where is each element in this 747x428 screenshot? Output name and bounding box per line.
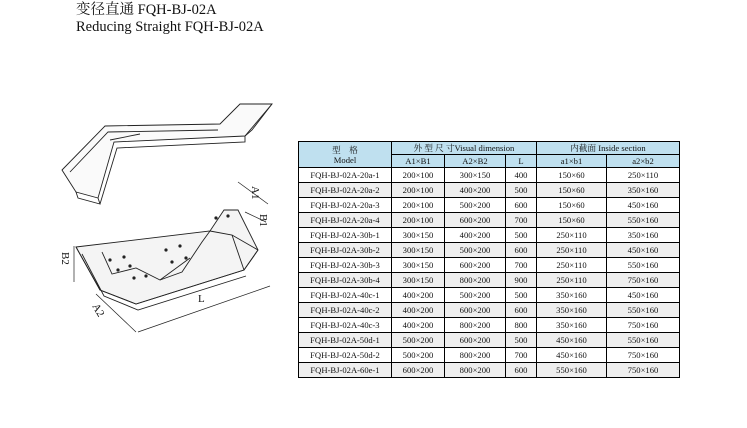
table-cell: 450×160	[607, 198, 680, 213]
table-row	[299, 243, 680, 258]
table-row	[299, 348, 680, 363]
table-cell: 200×100	[392, 183, 445, 198]
table-cell: FQH-BJ-02A-20a-4	[299, 213, 392, 228]
header-inside: 内截面 Inside section	[537, 142, 680, 155]
cover-plate	[62, 104, 272, 204]
table-cell: 500×200	[445, 288, 506, 303]
table-cell: 350×160	[607, 183, 680, 198]
table-cell: 600	[506, 243, 537, 258]
label-b2: B2	[59, 252, 71, 265]
table-cell: 600×200	[445, 213, 506, 228]
header-a1b1-inside: a1×b1	[537, 155, 607, 168]
table-cell: 500	[506, 288, 537, 303]
table-cell: 400×200	[445, 228, 506, 243]
table-row	[299, 213, 680, 228]
table-cell: 150×60	[537, 213, 607, 228]
title-english: Reducing Straight FQH-BJ-02A	[76, 19, 264, 35]
table-cell: 400×200	[392, 303, 445, 318]
table-cell: 250×110	[537, 273, 607, 288]
table-cell: 150×60	[537, 168, 607, 183]
table-cell: 800×200	[445, 318, 506, 333]
table-cell: 300×150	[392, 243, 445, 258]
table-cell: 800×200	[445, 363, 506, 378]
table-cell: 550×160	[607, 303, 680, 318]
header-l: L	[506, 155, 537, 168]
table-cell: FQH-BJ-02A-50d-1	[299, 333, 392, 348]
table-row	[299, 198, 680, 213]
table-cell: FQH-BJ-02A-40c-1	[299, 288, 392, 303]
table-cell: 700	[506, 258, 537, 273]
table-row	[299, 318, 680, 333]
table-cell: FQH-BJ-02A-40c-3	[299, 318, 392, 333]
table-cell: 500	[506, 228, 537, 243]
table-cell: 500×200	[445, 198, 506, 213]
table-cell: FQH-BJ-02A-20a-3	[299, 198, 392, 213]
table-cell: 450×160	[537, 333, 607, 348]
table-cell: 750×160	[607, 363, 680, 378]
table-cell: 700	[506, 213, 537, 228]
table-cell: 300×150	[445, 168, 506, 183]
table-row	[299, 303, 680, 318]
header-model: 型 格 Model	[299, 142, 392, 168]
spec-table	[298, 141, 680, 378]
header-a2b2-inside: a2×b2	[607, 155, 680, 168]
table-cell: 400	[506, 168, 537, 183]
table-cell: 250×110	[537, 258, 607, 273]
table-cell: 750×160	[607, 348, 680, 363]
table-cell: FQH-BJ-02A-60e-1	[299, 363, 392, 378]
table-cell: FQH-BJ-02A-30b-2	[299, 243, 392, 258]
table-row	[299, 273, 680, 288]
table-cell: 900	[506, 273, 537, 288]
table-cell: 600×200	[445, 333, 506, 348]
table-cell: 600	[506, 303, 537, 318]
table-cell: 350×160	[537, 318, 607, 333]
table-cell: 800×200	[445, 348, 506, 363]
table-cell: FQH-BJ-02A-20a-1	[299, 168, 392, 183]
table-cell: 500×200	[392, 333, 445, 348]
table-cell: 600×200	[445, 258, 506, 273]
table-row	[299, 333, 680, 348]
label-a2: A2	[89, 301, 107, 320]
table-row	[299, 258, 680, 273]
table-cell: 600×200	[392, 363, 445, 378]
table-cell: 300×150	[392, 228, 445, 243]
tray-body	[76, 210, 258, 310]
table-cell: 550×160	[607, 213, 680, 228]
table-cell: 200×100	[392, 213, 445, 228]
table-cell: FQH-BJ-02A-30b-1	[299, 228, 392, 243]
table-header-row	[299, 142, 680, 155]
table-cell: 450×160	[607, 243, 680, 258]
label-a1: A1	[249, 186, 261, 200]
table-cell: 550×160	[607, 258, 680, 273]
table-row	[299, 228, 680, 243]
title-chinese: 变径直通 FQH-BJ-02A	[76, 2, 217, 18]
table-cell: 350×160	[537, 303, 607, 318]
table-row	[299, 168, 680, 183]
header-a2b2: A2×B2	[445, 155, 506, 168]
table-cell: 800	[506, 318, 537, 333]
table-cell: FQH-BJ-02A-20a-2	[299, 183, 392, 198]
table-cell: 500×200	[445, 243, 506, 258]
table-cell: 300×150	[392, 258, 445, 273]
table-cell: 750×160	[607, 318, 680, 333]
table-cell: 500	[506, 183, 537, 198]
table-cell: 350×160	[607, 228, 680, 243]
table-row	[299, 363, 680, 378]
page-title	[76, 2, 264, 36]
table-cell: 150×60	[537, 198, 607, 213]
table-cell: 200×100	[392, 198, 445, 213]
table-cell: 500×200	[392, 348, 445, 363]
table-cell: 600×200	[445, 303, 506, 318]
header-visual: 外 型 尺 寸Visual dimension	[392, 142, 537, 155]
table-cell: 400×200	[392, 318, 445, 333]
table-cell: 250×110	[537, 228, 607, 243]
table-cell: 350×160	[537, 288, 607, 303]
table-cell: 200×100	[392, 168, 445, 183]
table-cell: 600	[506, 363, 537, 378]
table-cell: FQH-BJ-02A-30b-3	[299, 258, 392, 273]
table-cell: 250×110	[537, 243, 607, 258]
table-cell: 700	[506, 348, 537, 363]
table-cell: 400×200	[445, 183, 506, 198]
table-cell: 600	[506, 198, 537, 213]
table-cell: 450×160	[607, 288, 680, 303]
table-cell: 250×110	[607, 168, 680, 183]
table-cell: 300×150	[392, 273, 445, 288]
table-cell: 550×160	[607, 333, 680, 348]
table-cell: 550×160	[537, 363, 607, 378]
header-a1b1: A1×B1	[392, 155, 445, 168]
reducing-straight-drawing	[40, 100, 300, 350]
table-cell: FQH-BJ-02A-40c-2	[299, 303, 392, 318]
label-b1: B1	[257, 214, 269, 227]
table-row	[299, 288, 680, 303]
table-cell: 500	[506, 333, 537, 348]
label-l: L	[198, 293, 205, 305]
table-cell: 400×200	[392, 288, 445, 303]
table-row	[299, 183, 680, 198]
table-cell: 450×160	[537, 348, 607, 363]
table-cell: FQH-BJ-02A-50d-2	[299, 348, 392, 363]
table-cell: 800×200	[445, 273, 506, 288]
table-cell: FQH-BJ-02A-30b-4	[299, 273, 392, 288]
table-cell: 150×60	[537, 183, 607, 198]
table-cell: 750×160	[607, 273, 680, 288]
